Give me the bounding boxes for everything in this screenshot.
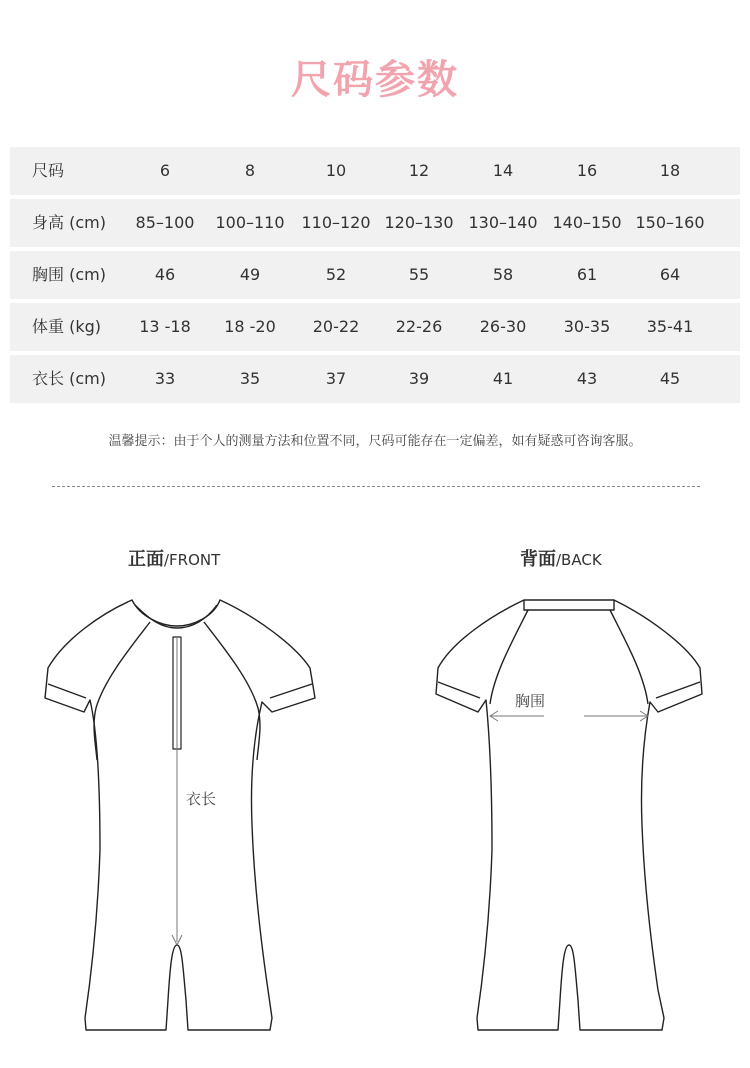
table-cell: 35 — [239, 369, 261, 388]
table-cell: 12 — [408, 161, 430, 180]
table-cell: 110–120 — [301, 213, 371, 232]
back-right-raglan-seam — [610, 610, 648, 704]
dashed-divider — [52, 486, 700, 487]
table-cell: 49 — [239, 265, 261, 284]
table-cell: 61 — [576, 265, 598, 284]
table-cell: 14 — [492, 161, 514, 180]
table-cell: 45 — [659, 369, 681, 388]
front-right-sleeve-hem — [270, 684, 312, 698]
table-cell: 10 — [325, 161, 347, 180]
table-cell: 18 -20 — [224, 317, 276, 336]
table-cell: 55 — [408, 265, 430, 284]
table-row — [10, 355, 740, 403]
back-title: 背面 — [520, 549, 556, 570]
row-label: 尺码 — [32, 161, 65, 180]
table-cell: 37 — [325, 369, 347, 388]
back-swimsuit-diagram — [432, 590, 712, 1050]
table-cell: 140–150 — [552, 213, 622, 232]
front-view-label — [128, 545, 220, 571]
table-cell: 18 — [659, 161, 681, 180]
table-cell: 46 — [154, 265, 176, 284]
table-cell: 120–130 — [384, 213, 454, 232]
front-right-raglan-seam — [204, 622, 260, 760]
table-row — [10, 251, 740, 299]
table-cell: 33 — [154, 369, 176, 388]
table-cell: 20-22 — [312, 317, 360, 336]
front-subtitle: /FRONT — [164, 551, 221, 569]
table-cell: 30-35 — [563, 317, 611, 336]
table-cell: 64 — [659, 265, 681, 284]
table-cell: 35-41 — [646, 317, 694, 336]
front-body-outline — [45, 600, 315, 1030]
chest-measure-label: 胸围 — [515, 692, 546, 710]
front-left-sleeve-hem — [48, 684, 86, 698]
back-body-outline — [436, 600, 702, 1030]
table-cell: 39 — [408, 369, 430, 388]
back-left-sleeve-hem — [438, 682, 480, 698]
back-subtitle: /BACK — [556, 551, 602, 569]
table-cell: 41 — [492, 369, 514, 388]
size-note: 温馨提示：由于个人的测量方法和位置不同，尺码可能存在一定偏差，如有疑惑可咨询客服。 — [108, 434, 642, 449]
table-cell: 22-26 — [395, 317, 443, 336]
table-cell: 16 — [576, 161, 598, 180]
table-row — [10, 303, 740, 351]
row-label: 体重 (kg) — [32, 317, 101, 336]
table-cell: 13 -18 — [139, 317, 191, 336]
front-left-raglan-seam — [94, 622, 150, 760]
table-cell: 100–110 — [215, 213, 285, 232]
back-view-label — [520, 545, 602, 571]
table-cell: 26-30 — [479, 317, 527, 336]
row-label: 身高 (cm) — [32, 213, 106, 232]
page-title: 尺码参数 — [291, 57, 459, 103]
row-label: 衣长 (cm) — [32, 369, 106, 388]
table-cell: 6 — [159, 161, 171, 180]
row-label: 胸围 (cm) — [32, 265, 106, 284]
table-cell: 130–140 — [468, 213, 538, 232]
front-swimsuit-diagram — [40, 590, 320, 1050]
back-right-sleeve-hem — [656, 682, 700, 698]
table-cell: 85–100 — [135, 213, 195, 232]
size-table — [10, 147, 740, 407]
table-cell: 43 — [576, 369, 598, 388]
front-title: 正面 — [128, 549, 164, 570]
table-cell: 150–160 — [635, 213, 705, 232]
length-measure-label: 衣长 — [186, 790, 217, 808]
table-row — [10, 147, 740, 195]
back-collar-band — [524, 600, 614, 610]
table-cell: 8 — [244, 161, 256, 180]
table-row — [10, 199, 740, 247]
table-cell: 52 — [325, 265, 347, 284]
table-cell: 58 — [492, 265, 514, 284]
